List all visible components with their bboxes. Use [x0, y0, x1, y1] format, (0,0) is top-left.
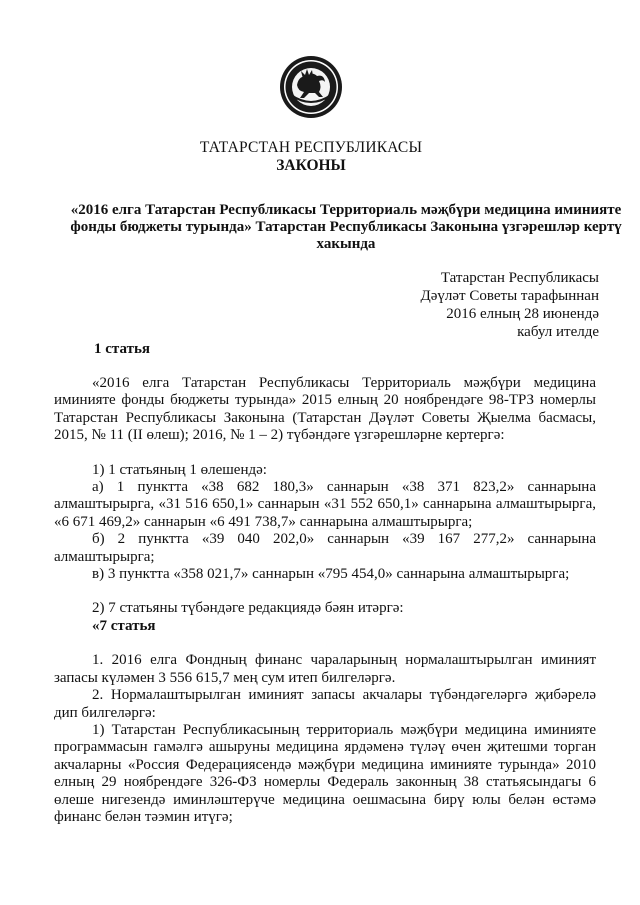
republic-heading: ТАТАРСТАН РЕСПУБЛИКАСЫ — [199, 139, 423, 156]
tatarstan-coat-of-arms-icon — [279, 55, 343, 119]
article-7-paragraph-3: 1) Татарстан Республикасының территориаль мәҗбүри медицина иминияте программасын гамәлгә ашыруны медицина ярдәменә түләү өчен җитешми торган акчаларны «Россия Федерациясендә мәҗбүри медицина иминияте турында» 2010 елның 29 ноябрендәге 326-ФЗ номерлы Федераль законның 38 статьясындагы 6 өлеше нигезендә иминләштерүче медицина оешмасына бирү юлы белән өстәмә финанс белән тәэмин итүгә; — [54, 721, 596, 825]
article-1-heading: 1 статья — [94, 341, 150, 357]
article-7-heading: «7 статья — [92, 617, 156, 634]
subpoint-b: б) 2 пунктта «39 040 202,0» саннарын «39 167 277,2» саннарына алмаштырыргa; — [54, 531, 596, 565]
article-7-paragraph-1: 1. 2016 елга Фондның финанс чараларының нормалаштырылган иминият запасы күләмен 3 556 615,7 мең сум итеп билгеләргә. — [54, 652, 596, 686]
subpoint-c: в) 3 пунктта «358 021,7» саннарын «795 454,0» саннарына алмаштырырга; — [92, 566, 570, 583]
adoption-line: кабул ителде — [517, 324, 599, 340]
article-intro: «2016 елга Татарстан Республикасы Территориаль мәҗбүри медицина иминияте фонды бюджеты турында» 2015 елның 20 ноябрендәге 98-ТРЗ номерлы Татарстан Республикасы Законына (Татарстан Дәүләт Советы Җыелма басмасы, 2015, № 11 (II өлеш); 2016, № 1 – 2) түбәндәге үзгәрешләрне кертергә: — [54, 375, 596, 444]
adoption-line: Татарстан Республикасы — [440, 270, 599, 286]
adoption-note — [421, 269, 599, 341]
article-body — [54, 375, 596, 826]
point-2: 2) 7 статьяны түбәндәге редакциядә бәян итәргә: — [92, 600, 404, 617]
law-title: «2016 елга Татарстан Республикасы Территориаль мәҗбүри медицина иминияте фонды бюджеты турында» Татарстан Республикасы Законына үзгәрешләр кертү хакында — [70, 202, 622, 252]
point-1: 1) 1 статьяның 1 өлешендә: — [92, 461, 267, 478]
adoption-line: 2016 елның 28 июнендә — [446, 306, 599, 322]
adoption-line: Дәүләт Советы тарафыннан — [420, 288, 599, 304]
subpoint-a: а) 1 пунктта «38 682 180,3» саннарын «38 371 823,2» саннарына алмаштырыргa, «31 516 650,1» саннарын «31 552 650,1» саннарына алмаштырырга, «6 671 469,2» саннарын «6 491 738,7» саннарына алмаштырырга; — [54, 479, 596, 530]
law-heading: ЗАКОНЫ — [276, 157, 346, 174]
article-7-paragraph-2: 2. Нормалаштырылган иминият запасы акчалары түбәндәгеләргә җибәрелә дип билгеләргә: — [54, 687, 596, 721]
